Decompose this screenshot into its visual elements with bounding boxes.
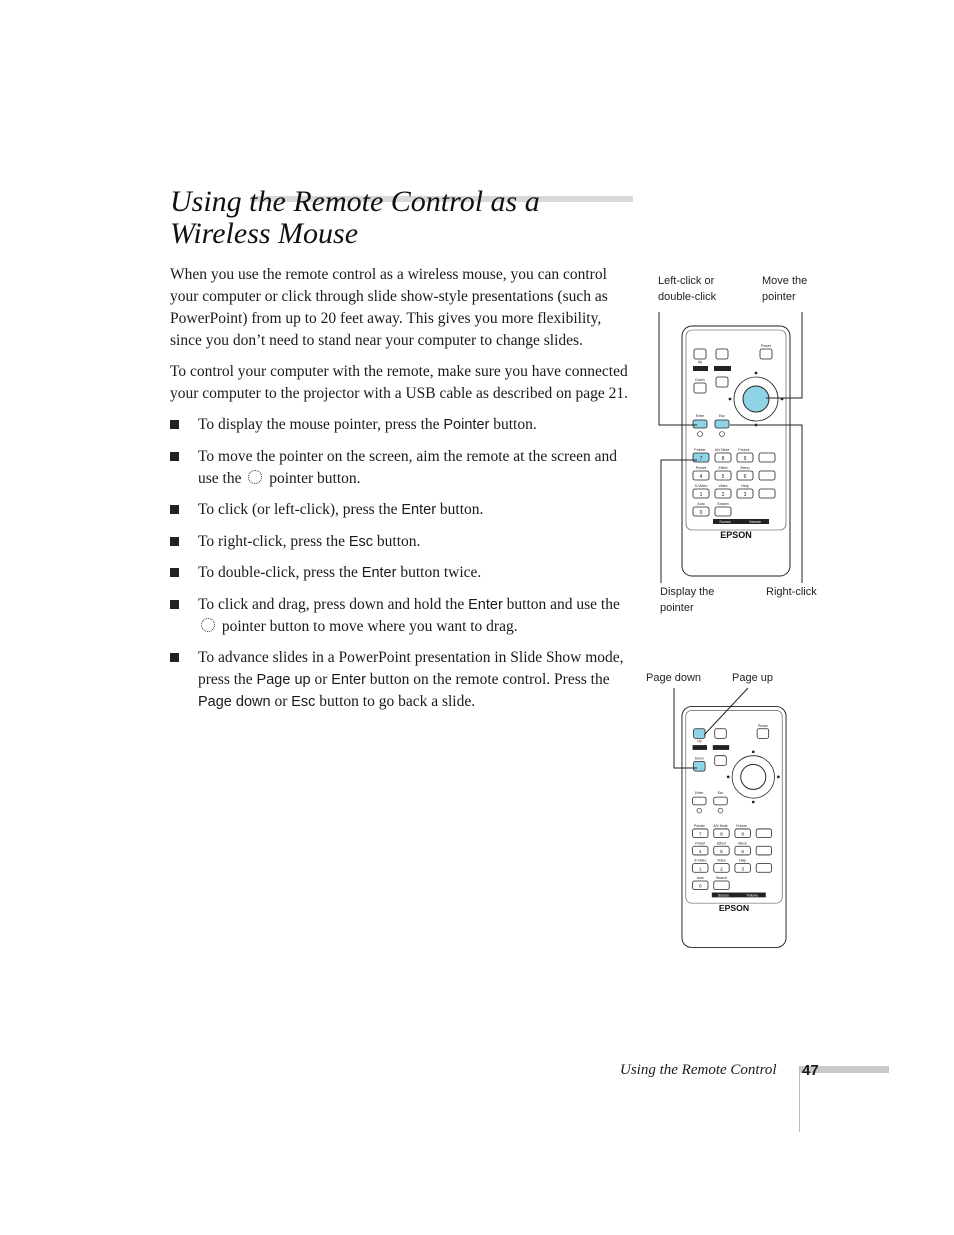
list-item: To display the mouse pointer, press the Pointer button.: [170, 414, 634, 436]
list-item: To right-click, press the Esc button.: [170, 531, 634, 553]
remote-label: Pointer: [694, 448, 706, 452]
remote-label: A/V Mute: [714, 448, 730, 452]
callout-line: [661, 460, 697, 583]
remote-label: Freeze: [738, 448, 750, 452]
caption-display-pointer: Display the pointer: [660, 586, 715, 614]
keypad-number: 5: [721, 474, 725, 480]
footer-divider: [799, 1066, 800, 1132]
caption-move-pointer: Move the pointer: [762, 275, 808, 303]
list-item: To click and drag, press down and hold the Enter button and use the pointer button to move where you want to drag.: [170, 594, 634, 638]
keypad-number: 1: [698, 867, 702, 873]
keypad-number: 0: [698, 884, 702, 890]
list-item: To advance slides in a PowerPoint presentation in Slide Show mode, press the Page up or Enter button on the remote control. Press the Page down or Esc button to go back a slide.: [170, 647, 634, 713]
keypad-number: 9: [743, 456, 747, 462]
remote-label: Menu: [740, 466, 750, 470]
key-name: Enter: [331, 672, 366, 688]
key-name: Enter: [401, 502, 437, 518]
remote-label: Search: [717, 502, 729, 506]
intro-paragraph-1: When you use the remote control as a wireless mouse, you can control your computer or click through slide show-style presentations (such as PowerPoint) from up to 20 feet away. This gives you more flexibility, since you don’t need to stand near your computer to change slides.: [170, 266, 608, 349]
caption-page-up: Page up: [732, 672, 773, 684]
remote-label: Down: [694, 756, 704, 761]
remote-label: Preset: [695, 841, 706, 846]
list-item: To move the pointer on the screen, aim the remote at the screen and use the pointer button.: [170, 446, 634, 490]
keypad-number: 8: [720, 832, 723, 838]
keypad-number: 7: [698, 832, 702, 838]
keypad-number: 6: [743, 474, 747, 480]
key-name: Esc: [291, 694, 316, 710]
keypad-number: 9: [741, 832, 745, 838]
callout-line: [704, 688, 748, 735]
key-name: Pointer: [443, 417, 490, 433]
keypad-number: 3: [741, 867, 745, 873]
remote-label: Help: [741, 484, 749, 488]
keypad-number: 5: [720, 850, 723, 856]
remote-label: Search: [715, 876, 727, 881]
remote-label: Video: [717, 858, 726, 863]
epson-logo: EPSON: [718, 902, 750, 913]
remote-label: Freeze: [736, 824, 748, 828]
callout-line: [659, 312, 697, 425]
remote-label: Auto: [696, 876, 704, 881]
remote-label: Auto: [697, 502, 705, 506]
key-name: Page up: [256, 672, 311, 688]
key-name: Enter: [468, 596, 503, 613]
callout-line: [730, 425, 802, 583]
keypad-number: 6: [741, 850, 745, 856]
remote-label: Volume: [749, 520, 761, 524]
keypad-number: 0: [699, 510, 703, 516]
remote-label: S-Video: [694, 484, 708, 488]
remote-label: A/V Mute: [713, 824, 728, 828]
remote-label: Esc: [719, 414, 725, 418]
key-name: Page down: [198, 694, 271, 710]
keypad-number: 4: [698, 850, 702, 856]
remote-label: Enter: [695, 791, 704, 796]
keypad-number: 7: [699, 456, 703, 462]
remote-label: Menu: [738, 841, 747, 846]
remote-label: Preset: [695, 466, 707, 470]
remote-label: Power: [760, 344, 772, 348]
remote-label: Up: [697, 739, 702, 744]
caption-page-down: Page down: [646, 672, 702, 684]
callout-line: [766, 312, 802, 398]
keypad-number: 3: [743, 492, 747, 498]
keypad-number: 2: [720, 867, 723, 873]
page-number: 47: [802, 1062, 819, 1079]
caption-left-click: Left-click or double-click: [658, 275, 717, 303]
intro-paragraph-2: To control your computer with the remote, make sure you have connected your computer to the projector with a USB cable as described on page 21.: [170, 363, 628, 402]
remote-label: Effect: [718, 466, 728, 470]
page-title: Using the Remote Control as a Wireless Mouse: [170, 185, 540, 250]
list-item: To click (or left-click), press the Enter button.: [170, 499, 634, 521]
remote-label: Volume: [746, 893, 759, 898]
keypad-number: 2: [721, 492, 725, 498]
remote-label: Down: [695, 378, 705, 382]
caption-right-click: Right-click: [766, 586, 817, 598]
remote-label: Power: [758, 723, 768, 728]
remote-label: Up: [697, 360, 703, 364]
remote-label: Effect: [717, 841, 726, 846]
keypad-number: 4: [699, 474, 703, 480]
remote-label: Video: [718, 484, 728, 488]
callout-line: [674, 688, 697, 768]
epson-logo: EPSON: [720, 530, 752, 540]
footer-chapter: Using the Remote Control: [620, 1062, 777, 1078]
key-name: Esc: [348, 533, 374, 550]
key-name: Enter: [361, 565, 397, 581]
remote-label: S-Video: [694, 858, 707, 863]
keypad-number: 8: [721, 456, 725, 462]
remote-label: Source: [719, 520, 731, 524]
remote-label: Esc: [717, 791, 724, 796]
remote-label: Pointer: [693, 824, 705, 828]
remote-label: Source: [717, 893, 729, 898]
keypad-number: 1: [699, 492, 703, 498]
remote-label: Help: [739, 858, 747, 863]
remote-label: Enter: [695, 414, 705, 418]
list-item: To double-click, press the Enter button twice.: [170, 562, 634, 584]
